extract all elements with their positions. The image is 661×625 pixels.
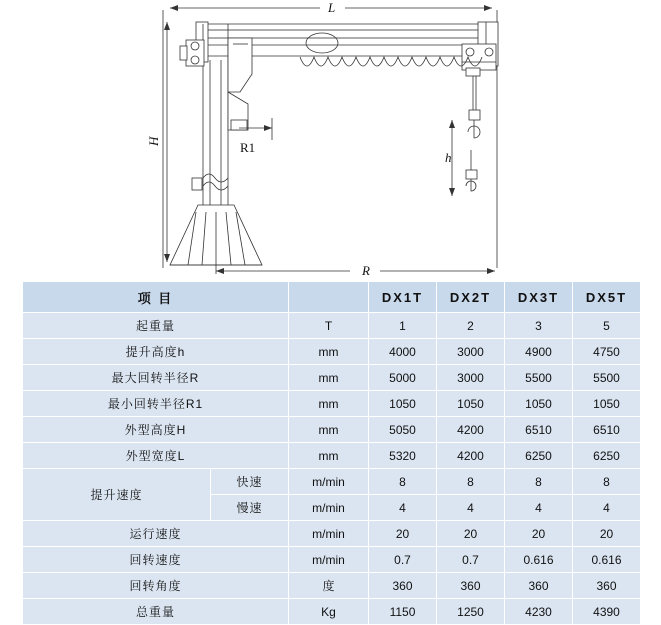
row-value: 6250 — [573, 443, 641, 469]
row-value: 8 — [369, 469, 437, 495]
row-label: 提升高度h — [23, 339, 289, 365]
header-model-dx3t: DX3T — [505, 282, 573, 313]
dimension-label-H: H — [146, 136, 161, 146]
row-value: 0.616 — [573, 547, 641, 573]
row-value: 0.7 — [437, 547, 505, 573]
row-label: 起重量 — [23, 313, 289, 339]
row-value: 1050 — [573, 391, 641, 417]
row-label-hoist-speed: 提升速度 — [23, 469, 211, 521]
row-label: 外型高度H — [23, 417, 289, 443]
table-row — [23, 443, 641, 469]
row-value: 20 — [573, 521, 641, 547]
row-value: 3000 — [437, 339, 505, 365]
header-model-dx1t: DX1T — [369, 282, 437, 313]
row-value: 360 — [369, 573, 437, 599]
row-label: 运行速度 — [23, 521, 289, 547]
row-value: 360 — [437, 573, 505, 599]
row-value: 3 — [505, 313, 573, 339]
table-row — [23, 391, 641, 417]
row-value: 8 — [437, 469, 505, 495]
row-value: 360 — [573, 573, 641, 599]
row-sublabel-slow: 慢速 — [211, 495, 289, 521]
row-value: 6250 — [505, 443, 573, 469]
header-model-dx5t: DX5T — [573, 282, 641, 313]
row-value: 2 — [437, 313, 505, 339]
row-value: 1050 — [437, 391, 505, 417]
row-unit: m/min — [289, 469, 369, 495]
table-row — [23, 547, 641, 573]
row-value: 360 — [505, 573, 573, 599]
row-value: 4900 — [505, 339, 573, 365]
row-unit: mm — [289, 417, 369, 443]
row-label: 回转速度 — [23, 547, 289, 573]
table-row — [23, 339, 641, 365]
row-value: 4000 — [369, 339, 437, 365]
dimension-label-h: h — [445, 150, 452, 165]
row-value: 8 — [505, 469, 573, 495]
table-header-row — [23, 282, 641, 313]
row-value: 20 — [369, 521, 437, 547]
row-value: 6510 — [573, 417, 641, 443]
row-value: 20 — [505, 521, 573, 547]
dimension-label-R1: R1 — [240, 140, 256, 155]
row-value: 0.616 — [505, 547, 573, 573]
row-label: 总重量 — [23, 599, 289, 625]
row-unit: mm — [289, 365, 369, 391]
row-sublabel-fast: 快速 — [211, 469, 289, 495]
row-value: 8 — [573, 469, 641, 495]
row-value: 20 — [437, 521, 505, 547]
row-value: 1250 — [437, 599, 505, 625]
row-value: 4 — [573, 495, 641, 521]
row-value: 1 — [369, 313, 437, 339]
row-label: 最大回转半径R — [23, 365, 289, 391]
row-value: 5500 — [505, 365, 573, 391]
row-value: 4230 — [505, 599, 573, 625]
row-value: 5050 — [369, 417, 437, 443]
row-label: 外型宽度L — [23, 443, 289, 469]
row-value: 1150 — [369, 599, 437, 625]
row-value: 5 — [573, 313, 641, 339]
crane-technical-drawing — [0, 0, 661, 278]
row-unit: m/min — [289, 495, 369, 521]
row-value: 6510 — [505, 417, 573, 443]
dimension-label-R: R — [362, 263, 370, 278]
row-label: 回转角度 — [23, 573, 289, 599]
row-unit: mm — [289, 339, 369, 365]
table-row — [23, 417, 641, 443]
row-unit: mm — [289, 391, 369, 417]
row-value: 3000 — [437, 365, 505, 391]
row-unit: m/min — [289, 547, 369, 573]
specification-table — [22, 281, 641, 625]
row-value: 4 — [505, 495, 573, 521]
row-value: 0.7 — [369, 547, 437, 573]
row-value: 1050 — [369, 391, 437, 417]
row-value: 4 — [369, 495, 437, 521]
table-row — [23, 365, 641, 391]
row-value: 5000 — [369, 365, 437, 391]
header-unit — [289, 282, 369, 313]
table-row — [23, 469, 641, 495]
dimension-label-L: L — [328, 0, 336, 15]
specification-table-container — [22, 281, 640, 625]
header-item: 项 目 — [23, 282, 289, 313]
row-unit: mm — [289, 443, 369, 469]
row-unit: Kg — [289, 599, 369, 625]
row-unit: m/min — [289, 521, 369, 547]
row-value: 4750 — [573, 339, 641, 365]
row-label: 最小回转半径R1 — [23, 391, 289, 417]
table-row — [23, 599, 641, 625]
row-unit: T — [289, 313, 369, 339]
row-value: 1050 — [505, 391, 573, 417]
table-row — [23, 313, 641, 339]
row-unit: 度 — [289, 573, 369, 599]
row-value: 4390 — [573, 599, 641, 625]
table-row — [23, 521, 641, 547]
row-value: 4200 — [437, 443, 505, 469]
row-value: 5320 — [369, 443, 437, 469]
row-value: 4 — [437, 495, 505, 521]
header-model-dx2t: DX2T — [437, 282, 505, 313]
table-row — [23, 573, 641, 599]
row-value: 5500 — [573, 365, 641, 391]
row-value: 4200 — [437, 417, 505, 443]
